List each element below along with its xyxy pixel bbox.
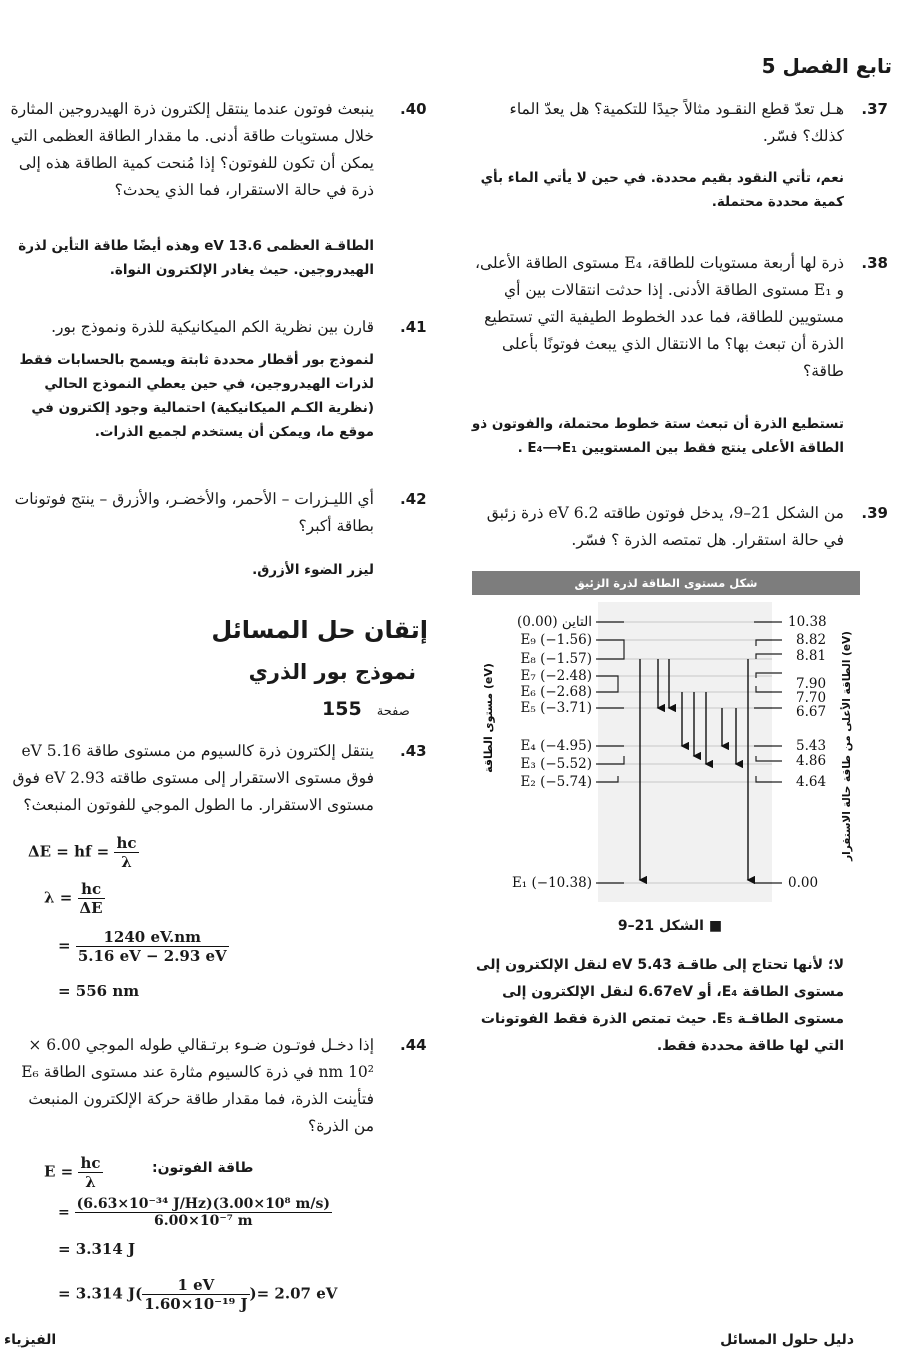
footer-left: الفيزياء	[4, 1332, 57, 1348]
answer-text: الطاقـة العظمى 13.6 eV وهذه أيضًا طاقة التأين لذرة الهيدروجين. حيث يغادر الإلكترون النواة.	[18, 238, 374, 278]
level-label-left: E₆ (−2.68)	[520, 684, 592, 700]
figure-banner: شكل مستوى الطاقة لذرة الزئبق	[472, 571, 860, 595]
page-word: صفحة	[376, 704, 410, 719]
level-label-right: 0.00	[788, 875, 819, 891]
equation: = 3.314 J	[58, 1240, 136, 1258]
question-number: .43	[400, 742, 427, 760]
answer-text: نعم، تأتي النقود بقيم محددة. في حين لا يأتي الماء بأي كمية محددة محتملة.	[480, 170, 844, 210]
question-text: ينتقل إلكترون ذرة كالسيوم من مستوى طاقة 5.16 eV فوق مستوى الاستقرار إلى مستوى طاقته 2.93 eV فوق مستوى الاستقرار. ما الطول الموجي للفوتون المنبعث؟	[12, 742, 374, 814]
right-axis-label: الطاقة الأعلى من طاقة حالة الاستقرار (eV)	[841, 631, 853, 861]
page-number: 155	[322, 698, 362, 720]
figure-caption: ■ الشكل 21–9	[617, 918, 723, 934]
question-text: ذرة لها أربعة مستويات للطاقة، E₄ مستوى الطاقة الأعلى، و E₁ مستوى الطاقة الأدنى. إذا حدثت انتقالات بين أي مستويين للطاقة، فما عدد الخطوط الطيفية التي تستطيع الذرة أن تبعث بها؟ ما الانتقال الذي يبعث فوتونًا بأعلى طاقة؟	[475, 254, 844, 380]
chapter-header: تابع الفصل 5	[761, 54, 892, 78]
equation: = 556 nm	[58, 982, 140, 1000]
level-label-left: E₁ (−10.38)	[511, 875, 592, 891]
level-label-right: 8.82	[796, 632, 827, 648]
energy-level-diagram	[472, 596, 860, 910]
level-label-left: E₉ (−1.56)	[520, 632, 592, 648]
answer-text: ليزر الضوء الأزرق.	[252, 562, 374, 578]
level-label-left: E₂ (−5.74)	[520, 774, 592, 790]
photon-energy-label: طاقة الفوتون:	[152, 1160, 254, 1176]
level-label-right: 4.64	[796, 774, 827, 790]
question-number: .44	[400, 1036, 427, 1054]
section-subtitle: نموذج بور الذري	[248, 660, 416, 684]
equation: = $\frac{\text{(6.63×10⁻³⁴ J/Hz)(3.00×10⁸ m/s)}}{\text{6.00×10⁻⁷ m}}$	[58, 1196, 330, 1229]
level-label-left: E₅ (−3.71)	[520, 700, 592, 716]
level-label-left: E₄ (−4.95)	[520, 738, 592, 754]
level-label-right: 6.67	[796, 704, 827, 720]
question-text: إذا دخـل فوتـون ضـوء برتـقالي طوله الموجي 6.00 × 10² nm في ذرة كالسيوم مثارة عند مستوى الطاقة E₆ فتأينت الذرة، فما مقدار طاقة حركة الإلكترون المنبعث من الذرة؟	[21, 1036, 374, 1135]
question-text: قارن بين نظرية الكم الميكانيكية للذرة ونموذج بور.	[51, 318, 374, 336]
level-label-right: 10.38	[788, 614, 827, 630]
question-number: .40	[400, 100, 427, 118]
question-number: .37	[861, 100, 888, 118]
level-label-right: 7.90	[796, 676, 827, 692]
level-label-right: 5.43	[796, 738, 827, 754]
equation: = 3.314 J( $\frac{1 eV}{\text{1.60×10⁻¹⁹ J}}$ )= 2.07 eV	[58, 1276, 338, 1313]
left-axis-label: مستوى الطاقة (eV)	[482, 663, 495, 773]
question-text: ينبعث فوتون عندما ينتقل إلكترون ذرة الهيدروجين المثارة خلال مستويات طاقة أدنى. ما مقدار الطاقة العظمى التي يمكن أن تكون للفوتون؟ إذا مُنحت كمية الطاقة هذه إلى ذرة في حالة الاستقرار، فما الذي يحدث؟	[10, 100, 374, 199]
question-text: أي الليـزرات – الأحمر، والأخضـر، والأزرق – ينتج فوتونات بطاقة أكبر؟	[14, 490, 374, 535]
question-text: هـل تعدّ قطع النقـود مثالاً جيدًا للتكمية؟ هل يعدّ الماء كذلك؟ فسّر.	[509, 100, 844, 145]
level-label-right: 7.70	[796, 690, 827, 706]
question-number: .41	[400, 318, 427, 336]
answer-text: تستطيع الذرة أن تبعث ستة خطوط محتملة، والفوتون ذو الطاقة الأعلى ينتج فقط بين المستويين E₄⟶E₁ .	[471, 416, 844, 456]
answer-text: لنموذج بور أقطار محددة ثابتة ويسمح بالحسابات فقط لذرات الهيدروجين، في حين يعطي النموذج الحالي (نظرية الكـم الميكانيكية) احتمالية وجود إلكترون في موقع ما، ويمكن أن يستخدم لجميع الذرات.	[19, 352, 374, 440]
level-label-left: E₇ (−2.48)	[520, 668, 592, 684]
page-reference	[322, 698, 410, 720]
equation: = $\frac{1240 eV.nm}{5.16 eV - 2.93 eV}$	[58, 928, 227, 965]
equation: ΔE = hf = $\frac{hc}{\lambda}$	[28, 834, 137, 871]
footer-right: دليل حلول المسائل	[720, 1332, 854, 1348]
equation: E = $\frac{hc}{\lambda}$	[44, 1154, 101, 1191]
question-number: .42	[400, 490, 427, 508]
equation: λ = $\frac{hc}{\Delta E}$	[44, 880, 103, 917]
question-number: .38	[861, 254, 888, 272]
question-number: .39	[861, 504, 888, 522]
level-label-left: التاين (0.00)	[517, 614, 592, 630]
level-label-left: E₈ (−1.57)	[520, 651, 592, 667]
section-title: إتقان حل المسائل	[211, 616, 428, 644]
question-text: من الشكل 21–9، يدخل فوتون طاقته 6.2 eV ذرة زئبق في حالة استقرار. هل تمتصه الذرة ؟ فسّر.	[486, 504, 844, 549]
level-label-right: 4.86	[796, 753, 827, 769]
level-label-left: E₃ (−5.52)	[520, 756, 592, 772]
answer-text: لا؛ لأنها تحتاج إلى طاقـة 5.43 eV لنقل الإلكترون إلى مستوى الطاقة E₄، أو 6.67eV لنقل الإلكترون إلى مستوى الطاقـة E₅. حيث تمتص الذرة فقط الفوتونات التي لها طاقة محددة فقط.	[476, 957, 844, 1054]
level-label-right: 8.81	[796, 648, 827, 664]
